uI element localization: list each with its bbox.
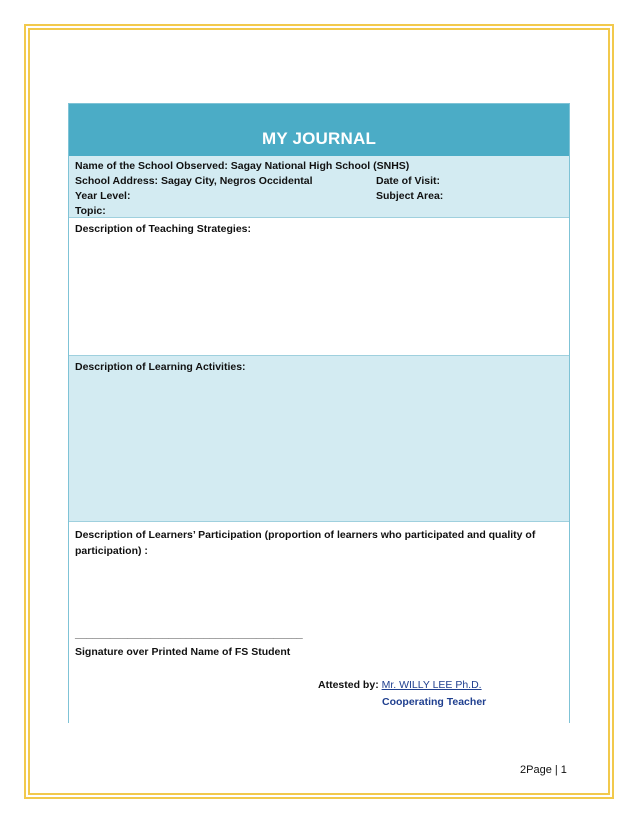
attested-by: Attested by: Mr. WILLY LEE Ph.D.: [318, 679, 482, 691]
school-info-block: [69, 156, 569, 218]
cooperating-teacher: Cooperating Teacher: [382, 696, 487, 708]
journal-title: MY JOURNAL: [261, 129, 377, 148]
journal-title-bar: [69, 104, 569, 156]
attested-name: Mr. WILLY LEE Ph.D.: [381, 679, 482, 691]
teaching-strategies-label: Description of Teaching Strategies:: [75, 223, 252, 235]
learning-activities-section[interactable]: [69, 356, 569, 522]
signature-caption: Signature over Printed Name of FS Student: [75, 646, 291, 658]
attested-label: Attested by: [318, 679, 376, 691]
learners-participation-label: Description of Learners’ Participation (proportion of learners who participated and quality of participation) :: [75, 529, 536, 557]
learning-activities-label: Description of Learning Activities:: [75, 361, 246, 373]
subject-area: Subject Area:: [376, 190, 444, 202]
signature-line: _______________________________________: [75, 628, 303, 640]
school-observed: Name of the School Observed: Sagay National High School (SNHS): [75, 160, 410, 172]
journal-form: [68, 103, 570, 723]
year-level: Year Level:: [75, 190, 131, 202]
topic: Topic:: [75, 205, 106, 217]
learners-participation-section[interactable]: [69, 522, 569, 723]
date-of-visit: Date of Visit:: [376, 175, 440, 187]
page-footer: 2Page | 1: [520, 764, 567, 776]
teaching-strategies-section[interactable]: [69, 218, 569, 356]
school-address: School Address: Sagay City, Negros Occidental: [75, 175, 313, 187]
